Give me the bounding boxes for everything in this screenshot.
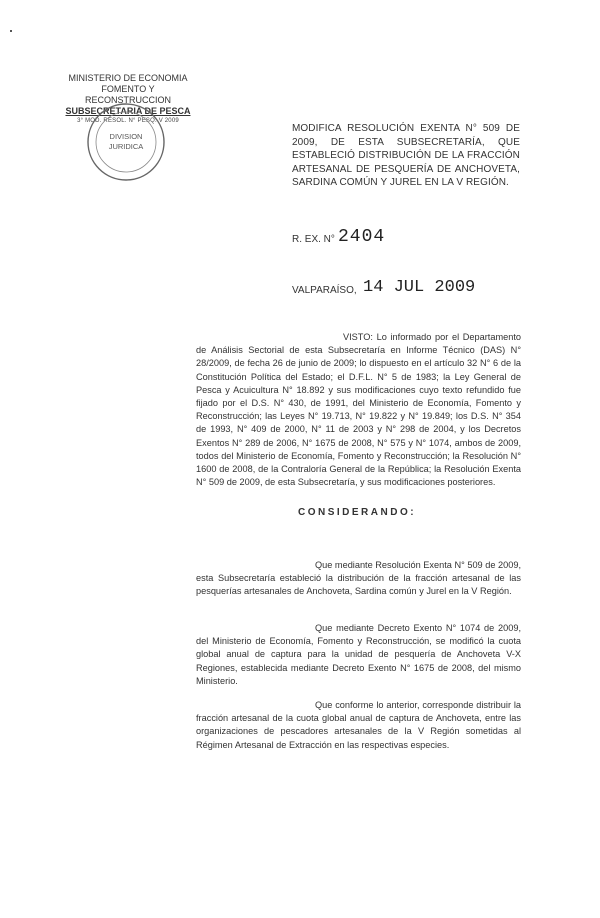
visto-paragraph: VISTO: Lo informado por el Departamento de Análisis Sectorial de esta Subsecretaría en Informe Técnico (DAS) N° 28/2009, de fecha 26 de junio de 2009; lo dispuesto en el artículo 32 N° 6 de la Constitución Política del Estado; el D.F.L. N° 5 de 1983; la Ley General de Pesca y Acuicultura N° 18.892 y sus modificaciones cuyo texto refundido fue fijado por el D.S. N° 430, de 1991, del Ministerio de Economía, Fomento y Reconstrucción; las Leyes N° 19.713, N° 19.822 y N° 19.849; los D.S. N° 354 de 1993, N° 409 de 2000, N° 11 de 2003 y N° 298 de 2004, y los Decretos Exentos N° 289 de 2006, N° 1675 de 2008, N° 575 y N° 1074, ambos de 2009, todos del Ministerio de Economía, Fomento y Reconstrucción; la Resolución N° 1600 de 2008, de la Contraloría General de la República; la Resolución Exenta N° 509 de 2009, de esta Subsecretaría, y sus modificaciones posteriores. — [196, 332, 521, 488]
resolution-label: R. EX. N° — [292, 234, 335, 245]
ministry-line-1: MINISTERIO DE ECONOMIA — [68, 73, 188, 83]
considerando-paragraph-3: Que conforme lo anterior, corresponde distribuir la fracción artesanal de la cuota global anual de captura de Anchoveta, entre las organizaciones de pescadores artesanales de la V Región sometidas al Régimen Artesanal de Extracción en las respectivas especies. — [196, 700, 521, 750]
place-label: VALPARAÍSO, — [292, 285, 357, 296]
date-stamp: 14 JUL 2009 — [363, 278, 476, 297]
document-title: MODIFICA RESOLUCIÓN EXENTA N° 509 DE 2009, DE ESTA SUBSECRETARÍA, QUE ESTABLECIÓ DISTRIBUCIÓN DE LA FRACCIÓN ARTESANAL DE PESQUERÍA DE ANCHOVETA, SARDINA COMÚN Y JUREL EN LA V REGIÓN. — [292, 123, 520, 188]
scan-speck — [10, 30, 12, 32]
resolution-number: 2404 — [338, 227, 386, 247]
division-juridica-stamp — [83, 99, 169, 185]
considerando-paragraph-2: Que mediante Decreto Exento N° 1074 de 2009, del Ministerio de Economía, Fomento y Reconstrucción, se modificó la cuota global anual de captura para la unidad de pesquería de Anchoveta V-X Regiones, establecida mediante Decreto Exento N° 1675 de 2008, del mismo Ministerio. — [196, 623, 521, 686]
resolution-number-block — [292, 227, 386, 247]
considerando-paragraph-1: Que mediante Resolución Exenta N° 509 de 2009, esta Subsecretaría estableció la distribución de la fracción artesanal de las pesquerías artesanales de Anchoveta, Sardina común y Jurel en la V Región. — [196, 560, 521, 597]
ministry-line-2: FOMENTO Y RECONSTRUCCION — [84, 84, 171, 105]
stamp-line-1: DIVISION — [109, 132, 143, 141]
considerando-heading: CONSIDERANDO: — [298, 507, 417, 518]
mod-reference: 3° MOD. RESOL. N° PESQ. V 2009 — [77, 118, 179, 124]
stamp-line-2: JURIDICA — [108, 142, 144, 151]
place-date-block — [292, 278, 476, 297]
subsecretaria-line: SUBSECRETARIA DE PESCA — [65, 106, 191, 116]
